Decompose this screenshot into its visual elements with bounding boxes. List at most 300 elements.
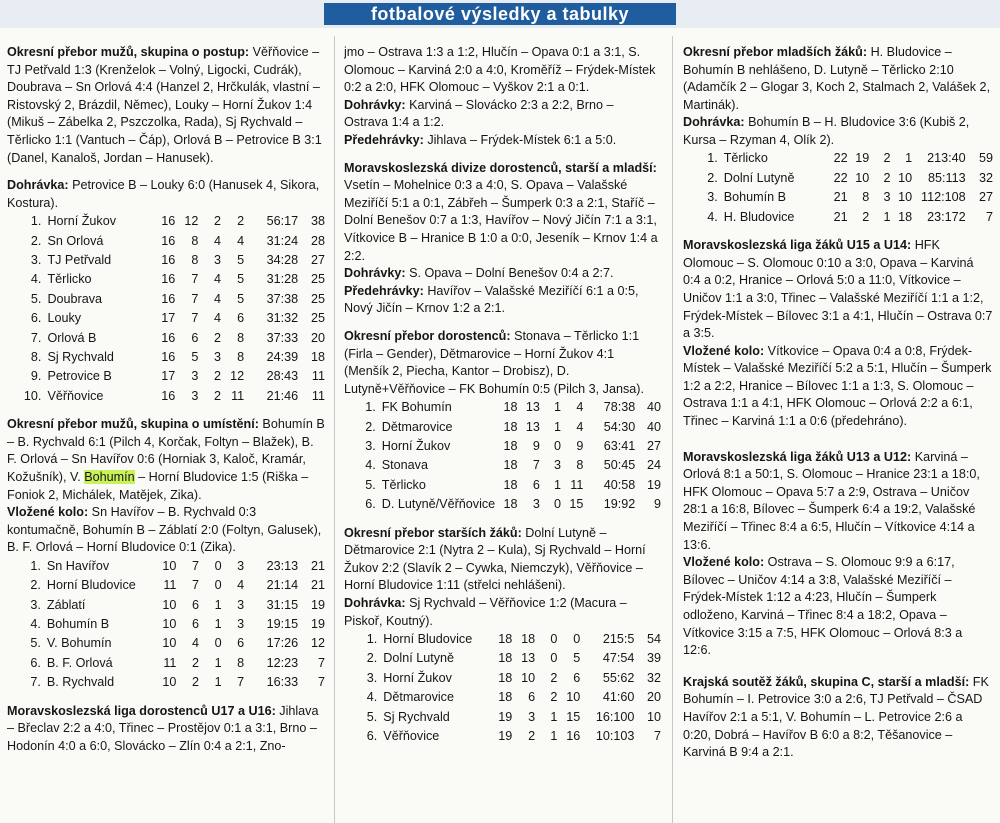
wins: 13 [521,651,536,666]
match-results: jmo – Ostrava 1:3 a 1:2, Hlučín – Opava 0:1 a 3:1, S. Olomouc – Karviná 2:0 a 4:0, Kroměříž – Frýdek-Místek 0:2 a 2:0, HFK Olomouc – Vyškov 2:1 a 0:1. [344,45,656,95]
competition-heading: Okresní přebor mladších žáků: [683,45,868,59]
draws: 2 [213,330,221,345]
matches-played: 16 [161,388,176,403]
match-results: FK Bohumín – I. Petrovice 3:0 a 2:6, TJ Petřvald – ČSAD Havířov 2:1 a 5:1, V. Bohumín – L. Petrovice 2:6 a 0:20, Dobrá – Havířov B 6:0 a 8:2, Těšanovice – Karviná B 9:4 a 2:1. [683,674,989,760]
wins: 8 [862,190,870,205]
competition-block [344,525,661,595]
matches-played: 22 [833,151,848,166]
rank: 6. [30,311,42,326]
match-results: HFK Olomouc – S. Olomouc 0:10 a 3:0, Opava – Karviná 0:4 a 0:2, Hranice – Orlová 5:0 a 11:0, Vítkovice – Uničov 1:1 a 3:0, Třinec – Valašské Meziříčí 1:1 a 1:2, Frýdek-Místek – Bílovec 3:1 a 4:1, Hlučín – Ostrava 0:7 a 3:5. [683,238,993,341]
points: 9 [653,497,661,512]
draws: 2 [550,670,558,685]
competition-block [683,237,993,343]
team-name: Louky [47,311,82,326]
points: 21 [310,558,325,573]
losses: 10 [898,170,913,185]
goal-score: 16:33 [266,675,299,690]
draws: 2 [213,214,221,229]
rank: 2. [30,578,41,593]
competition-block [344,595,661,747]
rank: 1. [707,151,718,166]
rank: 6. [366,729,378,744]
points: 20 [310,330,325,345]
points: 27 [646,438,661,453]
losses: 4 [576,419,584,434]
wins: 3 [191,369,199,384]
points: 11 [311,388,325,403]
losses: 4 [576,400,584,415]
wins: 6 [192,617,200,632]
wins: 5 [191,349,199,364]
team-name: D. Lutyně/Věřňovice [381,497,496,512]
matches-played: 11 [163,655,177,670]
goal-score: 31:32 [266,311,299,326]
wins: 2 [192,655,200,670]
competition-block [683,114,993,227]
standings-table [344,398,661,514]
competition-heading: Předehrávky: [344,132,424,147]
goal-score: 16:100 [595,709,635,724]
column-divider [334,36,335,823]
draws: 0 [553,497,561,512]
page-header [0,0,1000,28]
losses: 6 [573,670,581,685]
draws: 0 [214,578,222,593]
competition-block [7,177,325,406]
team-name: Bohumín B [46,617,110,632]
matches-played: 18 [498,651,513,666]
goal-score: 19:15 [266,617,299,632]
standings-row [344,418,661,437]
wins: 7 [192,558,200,573]
team-name: Sj Rychvald [47,349,114,364]
matches-played: 16 [161,272,176,287]
competition-block [344,44,661,97]
team-name: Petrovice B [47,369,112,384]
team-name: Horní Bludovice [46,578,136,593]
team-name: Dětmarovice [383,690,454,705]
points: 19 [310,597,325,612]
standings-row [344,650,661,669]
competition-heading: Dohrávka: [7,178,69,193]
competition-block [344,283,661,318]
draws: 1 [553,400,561,415]
matches-played: 21 [833,190,848,205]
losses: 8 [237,655,245,670]
wins: 3 [528,709,536,724]
draws: 1 [214,597,222,612]
goal-score: 19:92 [603,497,636,512]
team-name: H. Bludovice [723,209,795,224]
rank: 2. [365,419,376,434]
wins: 8 [191,253,199,268]
losses: 6 [237,311,245,326]
wins: 6 [528,690,536,705]
match-results: – Horní Bludovice 1:5 (Riška – Foniok 2, Michálek, Matějek, Zika). [7,470,309,502]
rank: 4. [707,209,718,224]
wins: 6 [192,597,200,612]
draws: 0 [550,632,558,647]
competition-heading: Vložené kolo: [683,343,765,358]
points: 25 [310,291,325,306]
standings-row [344,688,661,707]
draws: 1 [550,729,558,744]
points: 12 [310,636,325,651]
column-divider [672,36,673,823]
matches-played: 18 [503,400,518,415]
rank: 1. [366,632,378,647]
draws: 1 [553,419,561,434]
goal-score: 34:28 [266,253,299,268]
match-results: Karviná – Orlová 8:1 a 50:1, S. Olomouc – Hranice 23:1 a 18:0, HFK Olomouc – Opava 5:7 a 2:9, Ostrava – Uničov 28:1 a 16:8, Bílovec – Šumperk 6:4 a 19:2, Valašské Meziříčí – Třinec 8:4 a 6:5, Hlučín – Vítkovice 4:14 a 13:6. [683,449,980,552]
matches-played: 10 [162,597,177,612]
goal-score: 31:15 [266,597,299,612]
goal-score: 213:40 [927,151,966,166]
matches-played: 16 [161,330,176,345]
points: 10 [646,709,661,724]
matches-played: 19 [498,729,513,744]
team-name: Horní Žukov [381,438,451,453]
draws: 1 [883,209,891,224]
points: 18 [310,349,325,364]
standings-row [683,150,993,169]
standings-row [683,169,993,188]
results-column-3 [683,44,993,772]
points: 59 [978,151,993,166]
team-name: Stonava [381,458,428,473]
draws: 2 [213,388,221,403]
goal-score: 23:172 [927,209,966,224]
standings-row [7,290,325,309]
matches-played: 18 [503,419,518,434]
losses: 5 [573,651,581,666]
draws: 3 [213,253,221,268]
points: 7 [653,729,661,744]
losses: 15 [566,709,581,724]
losses: 4 [237,233,245,248]
rank: 1. [30,214,42,229]
draws: 1 [550,709,558,724]
goal-score: 78:38 [603,400,636,415]
points: 32 [978,170,993,185]
goal-score: 55:62 [602,670,635,685]
standings-row [344,708,661,727]
draws: 2 [213,369,221,384]
competition-heading: Okresní přebor dorostenců: [344,328,511,343]
standings-row [7,615,325,634]
standings-table [683,150,993,228]
team-name: Těrlicko [47,272,92,287]
match-results: Sn Havířov – B. Rychvald 0:3 kontumačně, Bohumín B – Záblatí 2:0 (Foltyn, Galusek), B. F. Orlová – Horní Bludovice 0:1 (Zika). [7,505,322,555]
draws: 3 [553,458,561,473]
competition-block [683,44,993,114]
wins: 12 [184,214,199,229]
standings-row [7,367,325,386]
team-name: Sn Orlová [47,233,104,248]
points: 11 [311,369,325,384]
standings-row [344,495,661,514]
rank: 6. [365,497,376,512]
match-results: Jihlava – Břeclav 2:2 a 4:0, Třinec – Prostějov 0:1 a 3:1, Brno – Hodonín 4:0 a 6:0, Slovácko – Zlín 0:4 a 2:1, Zno- [7,703,319,753]
competition-block [683,554,993,660]
rank: 7. [30,330,42,345]
points: 7 [317,655,325,670]
team-name: Doubrava [47,291,103,306]
competition-heading: Okresní přebor mužů, skupina o postup: [7,45,250,59]
wins: 13 [525,400,540,415]
points: 38 [310,214,325,229]
rank: 4. [366,690,378,705]
competition-block [7,703,325,756]
rank: 4. [365,458,376,473]
losses: 16 [566,729,581,744]
match-results: Sj Rychvald – Věřňovice 1:2 (Macura – Piskoř, Koutný). [344,596,627,628]
rank: 3. [707,190,718,205]
goal-score: 17:26 [266,636,299,651]
standings-row [7,212,325,231]
match-results: Stonava – Těrlicko 1:1 (Firla – Gender), Dětmarovice – Horní Žukov 4:1 (Menšík 2, Piecha, Kantor – Drobisz), D. Lutyně+Věřňovice – FK Bohumín 0:5 (Pilch 3, Jansa). [344,328,644,396]
competition-heading: Dohrávky: [344,97,406,112]
standings-row [344,669,661,688]
losses: 6 [237,636,245,651]
match-results: Vsetín – Mohelnice 0:3 a 4:0, S. Opava – Valašské Meziříčí 5:1 a 0:1, Zábřeh – Šumperk 0:3 a 2:1, Staříč – Dolní Benešov 0:7 a 1:3, Havířov – Nový Jičín 7:1 a 3:1, Vítkovice B – Hranice B 1:0 a 0:0, Jeseník – Krnov 1:4 a 2:2. [344,178,658,263]
losses: 5 [237,291,245,306]
losses: 1 [905,151,913,166]
losses: 11 [231,388,245,403]
competition-block [344,328,661,515]
standings-row [7,635,325,654]
matches-played: 17 [161,369,176,384]
competition-block [344,265,661,283]
rank: 3. [365,438,376,453]
losses: 12 [230,369,245,384]
wins: 2 [192,675,200,690]
team-name: Dětmarovice [381,419,453,434]
draws: 0 [550,651,558,666]
competition-heading: Vložené kolo: [683,555,765,570]
losses: 5 [237,272,245,287]
rank: 1. [365,400,376,415]
team-name: Těrlicko [381,477,426,492]
standings-row [344,437,661,456]
match-results: Věřňovice – TJ Petřvald 1:3 (Krenželok – Volný, Ligocki, Cudrák), Doubrava – Sn Orlová 4:4 (Hanzel 2, Hrčkulák, vlastní – Ristovský 2, Brázdil, Němec), Louky – Horní Žukov 1:4 (Mikuš – Zábelka 2, Pszczolka, Rada), Sj Rychvald – Těrlicko 1:1 (Vantuch – Čáp), Orlová B – Petrovice B 3:1 (Danel, Kanaloš, Jordan – Hanusek). [7,45,322,165]
competition-heading: Moravskoslezská divize dorostenců, starší a mladší: [344,160,657,175]
matches-played: 10 [162,558,177,573]
points: 40 [646,419,661,434]
draws: 4 [213,233,221,248]
points: 27 [978,190,993,205]
competition-heading: Dohrávka: [683,115,745,130]
standings-table [7,212,325,406]
section-banner: fotbalové výsledky a tabulky [324,3,676,25]
goal-score: 28:43 [266,369,299,384]
losses: 3 [237,558,245,573]
team-name: Sj Rychvald [383,709,450,724]
results-column-1 [7,44,325,766]
goal-score: 215:5 [602,632,635,647]
matches-played: 16 [161,214,176,229]
matches-played: 16 [161,291,176,306]
standings-row [344,456,661,475]
rank: 5. [366,709,378,724]
team-name: Dolní Lutyně [383,651,455,666]
draws: 0 [214,558,222,573]
matches-played: 21 [833,209,848,224]
draws: 1 [214,617,222,632]
competition-heading: Moravskoslezská liga žáků U13 a U12: [683,449,912,464]
matches-played: 18 [498,690,513,705]
team-name: Bohumín B [723,190,787,205]
points: 19 [646,477,661,492]
draws: 1 [553,477,561,492]
matches-played: 10 [162,617,177,632]
losses: 7 [237,675,245,690]
match-results: Karviná – Slovácko 2:3 a 2:2, Brno – Ostrava 1:4 a 1:2. [344,97,614,130]
match-results: S. Opava – Dolní Benešov 0:4 a 2:7. [409,266,614,281]
goal-score: 63:41 [603,438,636,453]
standings-row [683,208,993,227]
draws: 2 [883,170,891,185]
wins: 4 [192,636,200,651]
team-name: FK Bohumín [381,400,452,415]
losses: 10 [898,190,913,205]
team-name: Věřňovice [383,729,440,744]
losses: 8 [576,458,584,473]
draws: 4 [213,311,221,326]
competition-heading: Moravskoslezská liga žáků U15 a U14: [683,238,912,253]
points: 24 [646,458,661,473]
standings-row [7,232,325,251]
points: 21 [310,578,325,593]
standings-row [344,727,661,746]
losses: 11 [570,477,584,492]
draws: 3 [213,349,221,364]
matches-played: 18 [498,632,513,647]
goal-score: 31:28 [266,272,299,287]
rank: 2. [366,651,378,666]
losses: 8 [237,330,245,345]
matches-played: 19 [498,709,513,724]
matches-played: 17 [161,311,176,326]
standings-row [7,271,325,290]
losses: 2 [237,214,245,229]
points: 40 [646,400,661,415]
rank: 9. [30,369,42,384]
points: 27 [310,253,325,268]
standings-row [7,557,325,576]
goal-score: 112:108 [921,190,966,205]
competition-block [344,132,661,150]
draws: 4 [213,272,221,287]
points: 19 [310,617,325,632]
wins: 2 [528,729,536,744]
rank: 5. [30,636,41,651]
wins: 6 [532,477,540,492]
matches-played: 18 [503,438,518,453]
matches-played: 16 [161,349,176,364]
team-name: Těrlicko [723,151,768,166]
highlighted-team: Bohumín [84,470,135,485]
draws: 3 [883,190,891,205]
results-column-2 [344,44,661,757]
goal-score: 37:38 [266,291,299,306]
losses: 5 [237,253,245,268]
team-name: B. Rychvald [46,675,115,690]
matches-played: 11 [163,578,177,593]
wins: 7 [192,578,200,593]
wins: 7 [191,291,199,306]
competition-block [7,416,325,504]
standings-row [7,673,325,692]
losses: 10 [566,690,581,705]
team-name: V. Bohumín [46,636,112,651]
competition-block [7,504,325,693]
draws: 1 [214,675,222,690]
competition-block [683,343,993,431]
wins: 9 [532,438,540,453]
goal-score: 24:39 [266,349,299,364]
matches-played: 22 [833,170,848,185]
competition-heading: Okresní přebor starších žáků: [344,525,522,540]
competition-heading: Moravskoslezská liga dorostenců U17 a U16: [7,703,276,718]
losses: 4 [237,578,245,593]
rank: 7. [30,675,41,690]
matches-played: 18 [498,670,513,685]
team-name: TJ Petřvald [47,253,112,268]
draws: 1 [214,655,222,670]
standings-row [7,576,325,595]
goal-score: 41:60 [602,690,635,705]
wins: 10 [855,170,870,185]
matches-played: 18 [503,497,518,512]
draws: 0 [553,438,561,453]
wins: 7 [532,458,540,473]
draws: 2 [550,690,558,705]
team-name: Záblatí [46,597,86,612]
competition-block [7,44,325,167]
rank: 2. [707,170,718,185]
competition-heading: Dohrávka: [344,596,406,610]
wins: 7 [191,311,199,326]
competition-block [344,160,661,266]
team-name: Orlová B [47,330,97,345]
standings-table [7,557,325,693]
standings-table [344,630,661,746]
goal-score: 47:54 [602,651,635,666]
wins: 3 [191,388,199,403]
goal-score: 50:45 [603,458,636,473]
draws: 0 [214,636,222,651]
rank: 4. [30,617,41,632]
competition-block [683,449,993,555]
points: 32 [646,670,661,685]
wins: 10 [521,670,536,685]
matches-played: 16 [161,253,176,268]
losses: 0 [573,632,581,647]
wins: 8 [191,233,199,248]
losses: 9 [576,438,584,453]
rank: 3. [30,253,42,268]
goal-score: 40:58 [603,477,636,492]
rank: 8. [30,349,42,364]
rank: 3. [30,597,41,612]
competition-heading: Předehrávky: [344,283,424,298]
standings-row [7,309,325,328]
standings-row [7,596,325,615]
losses: 8 [237,349,245,364]
losses: 3 [237,617,245,632]
standings-row [683,188,993,207]
